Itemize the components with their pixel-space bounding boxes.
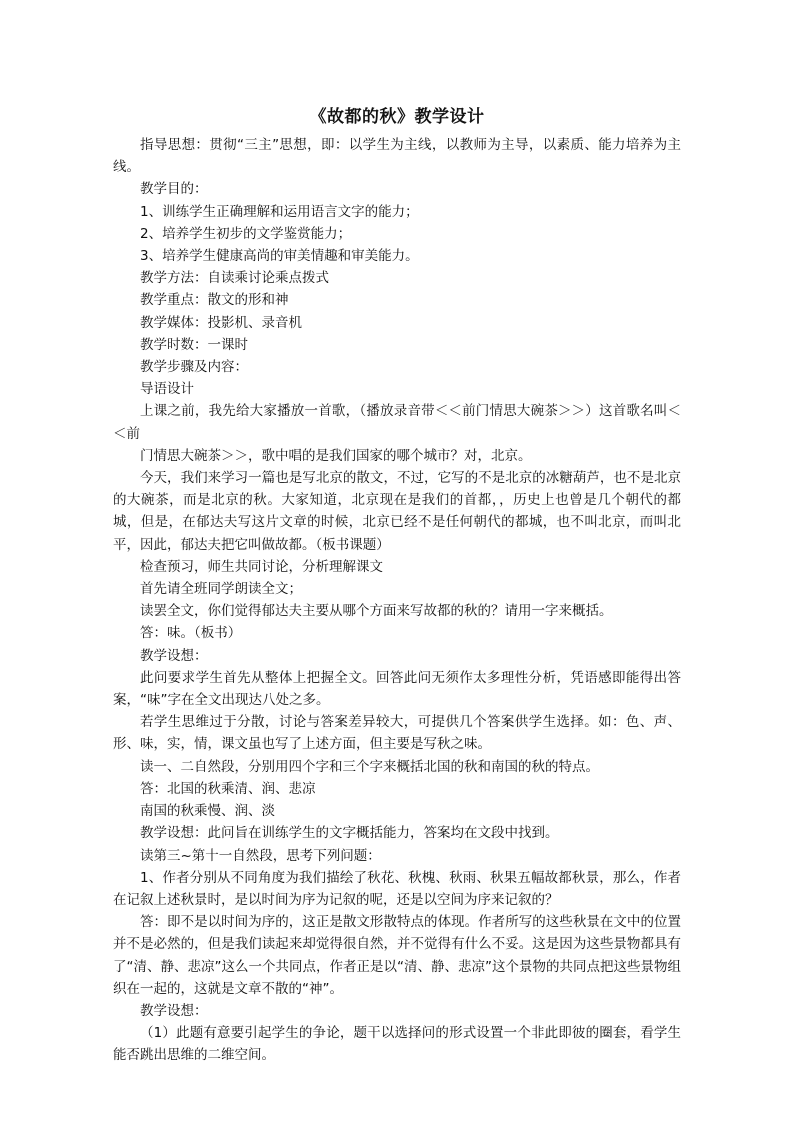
body-paragraph: 读罢全文，你们觉得郁达夫主要从哪个方面来写故都的秋的？请用一字来概括。 — [140, 603, 613, 620]
teaching-media-line: 教学媒体：投影机、录音机 — [140, 314, 302, 331]
document-body — [113, 104, 681, 1067]
body-paragraph: 答：北国的秋乘清、润、悲凉 — [140, 780, 316, 797]
body-paragraph: （1）此题有意要引起学生的争论，题干以选择问的形式设置一个非此即彼的圈套，看学生能否跳出思维的二维空间。 — [113, 1025, 681, 1064]
body-paragraph: 读一、二自然段，分别用四个字和三个字来概括北国的秋和南国的秋的特点。 — [140, 758, 599, 775]
body-paragraph: 上课之前，我先给大家播放一首歌，（播放录音带＜＜前门情思大碗茶＞＞）这首歌名叫＜＜前 — [113, 403, 681, 442]
objective-item: 2、培养学生初步的文学鉴赏能力； — [140, 225, 352, 242]
objective-item: 1、训练学生正确理解和运用语言文字的能力； — [140, 203, 419, 220]
objective-item: 3、培养学生健康高尚的审美情趣和审美能力。 — [140, 248, 419, 265]
body-paragraph: 检查预习，师生共同讨论，分析理解课文 — [140, 558, 383, 575]
body-paragraph: 教学设想： — [140, 647, 208, 664]
body-paragraph: 南国的秋乘慢、润、淡 — [140, 803, 275, 820]
body-paragraph: 若学生思维过于分散，讨论与答案差异较大，可提供几个答案供学生选择。如：色、声、形、味，实，情，课文虽也写了上述方面，但主要是写秋之味。 — [113, 714, 681, 753]
teaching-method-line: 教学方法：自读乘讨论乘点拨式 — [140, 270, 329, 287]
body-paragraph: 首先请全班同学朗读全文； — [140, 581, 302, 598]
body-paragraph: 1、作者分别从不同角度为我们描绘了秋花、秋槐、秋雨、秋果五幅故都秋景，那么，作者在记叙上述秋景时，是以时间为序为记叙的呢，还是以空间为序来记叙的？ — [113, 869, 681, 908]
teaching-objectives-heading: 教学目的： — [140, 181, 208, 198]
teaching-focus-line: 教学重点：散文的形和神 — [140, 292, 289, 309]
body-paragraph: 今天，我们来学习一篇也是写北京的散文，不过，它写的不是北京的冰糖葫芦，也不是北京的大碗茶，而是北京的秋。大家知道，北京现在是我们的首都，，历史上也曾是几个朝代的都城，但是，在郁达夫写这片文章的时候，北京已经不是任何朝代的都城，也不叫北京，而叫北平，因此，郁达夫把它叫做故都。（板书课题） — [113, 470, 681, 553]
teaching-hours-line: 教学时数：一课时 — [140, 336, 248, 353]
teaching-steps-heading: 教学步骤及内容： — [140, 359, 248, 376]
body-paragraph: 教学设想： — [140, 1002, 208, 1019]
body-paragraph: 教学设想：此问旨在训练学生的文字概括能力，答案均在文段中找到。 — [140, 825, 559, 842]
guiding-thought-paragraph: 指导思想：贯彻“三主”思想，即：以学生为主线，以教师为主导，以素质、能力培养为主线。 — [113, 137, 681, 176]
body-paragraph: 答：即不是以时间为序的，这正是散文形散特点的体现。作者所写的这些秋景在文中的位置并不是必然的，但是我们读起来却觉得很自然，并不觉得有什么不妥。这是因为这些景物都具有了“清、静、悲凉”这么一个共同点，作者正是以“清、静、悲凉”这个景物的共同点把这些景物组织在一起的，这就是文章不散的“神”。 — [113, 914, 681, 997]
body-paragraph: 此问要求学生首先从整体上把握全文。回答此问无须作太多理性分析，凭语感即能得出答案，“味”字在全文出现达八处之多。 — [113, 669, 681, 709]
document-title: 《故都的秋》教学设计 — [309, 107, 485, 127]
body-paragraph: 读第三~第十一自然段，思考下列问题： — [140, 847, 381, 864]
intro-design-heading: 导语设计 — [140, 381, 194, 398]
body-paragraph: 门情思大碗茶＞＞，歌中唱的是我们国家的哪个城市？对，北京。 — [140, 447, 532, 464]
body-paragraph: 答：味。（板书） — [140, 625, 242, 642]
